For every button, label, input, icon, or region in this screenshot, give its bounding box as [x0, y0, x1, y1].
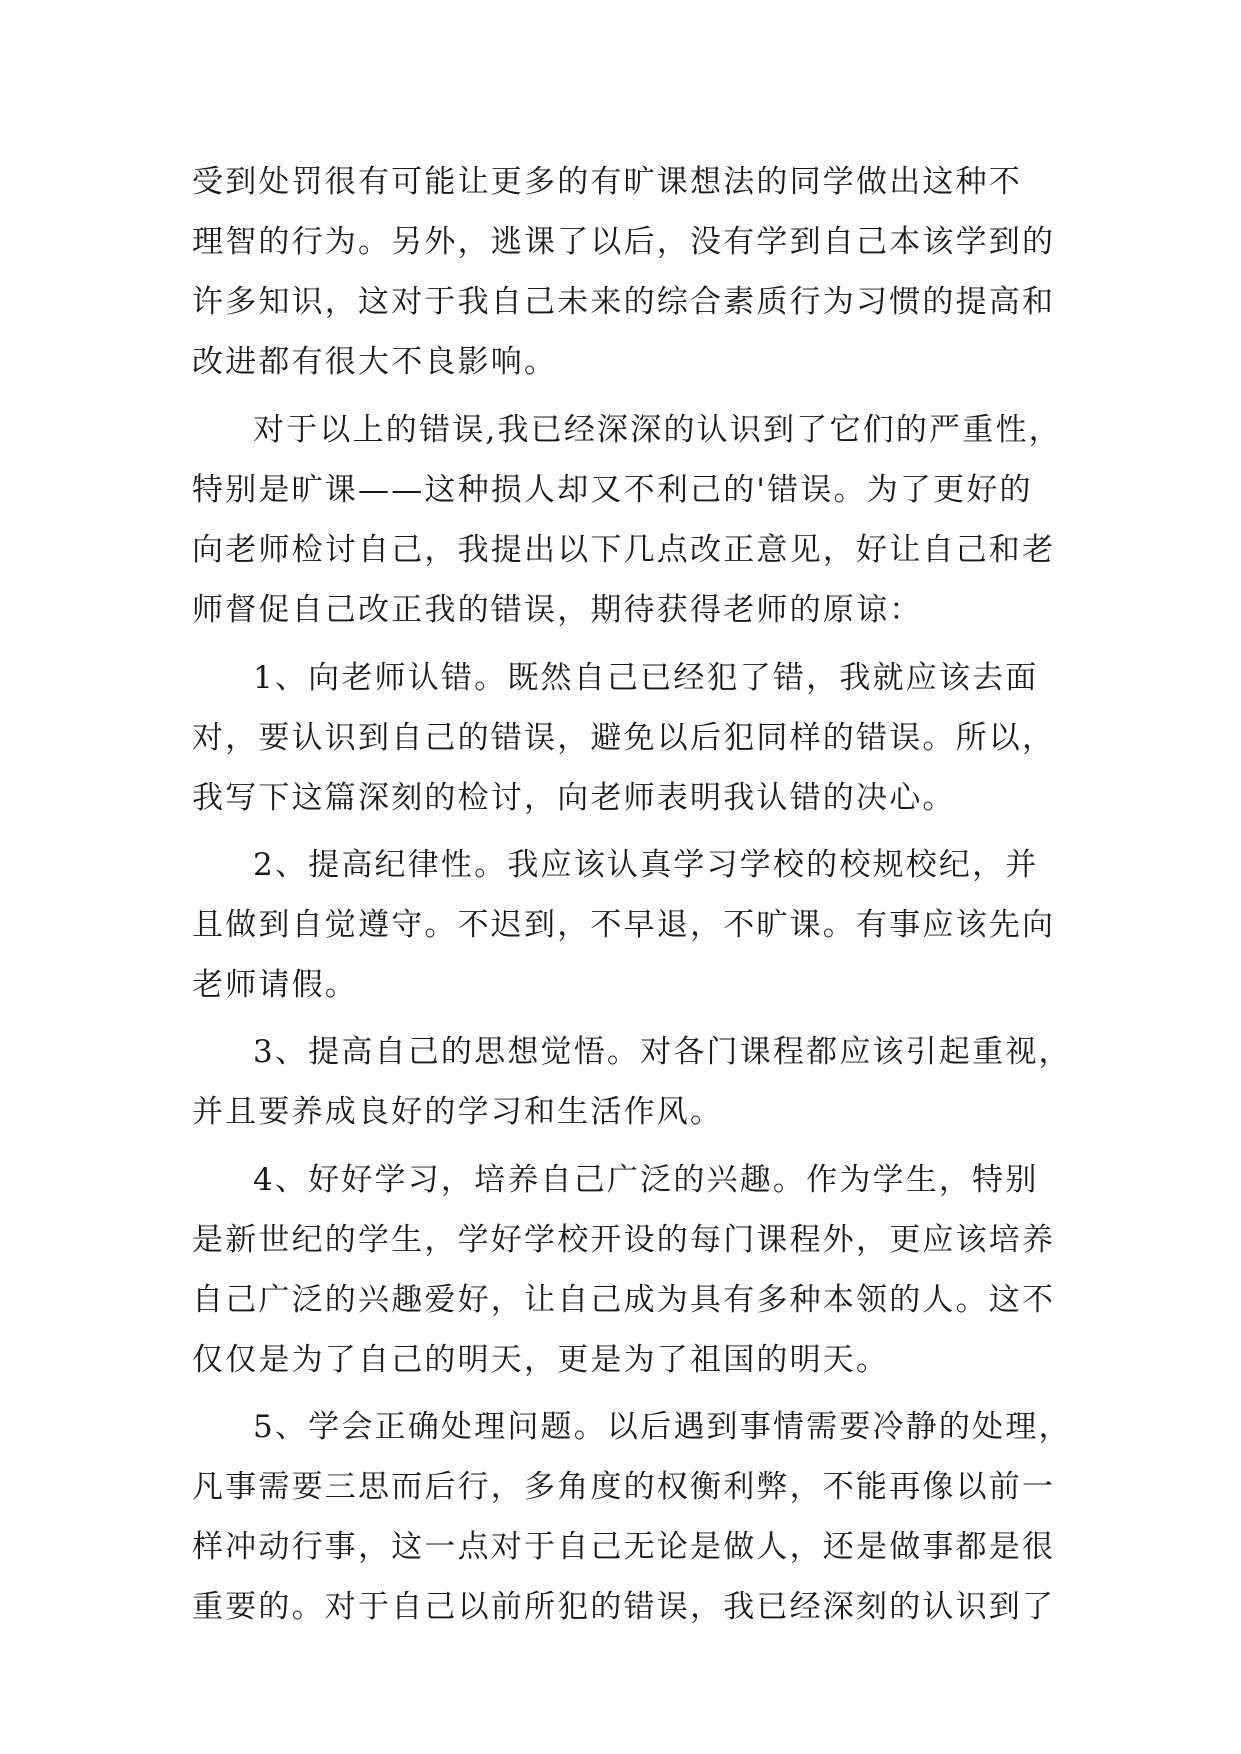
- list-item-2-first-line: 2、提高纪律性。我应该认真学习学校的校规校纪，并: [253, 847, 1039, 883]
- text-line: 样冲动行事，这一点对于自己无论是做人，还是做事都是很: [192, 1529, 1056, 1565]
- text-line: 并且要养成良好的学习和生活作风。: [192, 1094, 724, 1130]
- text-line: 老师请假。: [192, 967, 358, 1003]
- text-line: 重要的。对于自己以前所犯的错误，我已经深刻的认识到了: [192, 1589, 1056, 1625]
- text-line: 凡事需要三思而后行，多角度的权衡利弊，不能再像以前一: [192, 1469, 1056, 1505]
- text-line: 特别是旷课——这种损人却又不利己的'错误。为了更好的: [192, 472, 1033, 508]
- text-line: 师督促自己改正我的错误，期待获得老师的原谅：: [192, 592, 923, 628]
- text-line: 理智的行为。另外，逃课了以后，没有学到自己本该学到的: [192, 224, 1056, 260]
- text-line: 向老师检讨自己，我提出以下几点改正意见，好让自己和老: [192, 532, 1056, 568]
- list-item-4-first-line: 4、好好学习，培养自己广泛的兴趣。作为学生，特别: [253, 1162, 1039, 1198]
- text-line: 改进都有很大不良影响。: [192, 344, 558, 380]
- text-line: 且做到自觉遵守。不迟到，不早退，不旷课。有事应该先向: [192, 907, 1056, 943]
- paragraph-first-line: 对于以上的错误,我已经深深的认识到了它们的严重性，: [253, 412, 1062, 448]
- list-item-1-first-line: 1、向老师认错。既然自己已经犯了错，我就应该去面: [253, 660, 1039, 696]
- text-line: 对，要认识到自己的错误，避免以后犯同样的错误。所以，: [192, 720, 1056, 756]
- text-line: 许多知识，这对于我自己未来的综合素质行为习惯的提高和: [192, 284, 1056, 320]
- text-line: 仅仅是为了自己的明天，更是为了祖国的明天。: [192, 1342, 890, 1378]
- list-item-3-first-line: 3、提高自己的思想觉悟。对各门课程都应该引起重视，: [253, 1034, 1072, 1070]
- text-line: 自己广泛的兴趣爱好，让自己成为具有多种本领的人。这不: [192, 1282, 1056, 1318]
- text-line: 受到处罚很有可能让更多的有旷课想法的同学做出这种不: [192, 164, 1022, 200]
- list-item-5-first-line: 5、学会正确处理问题。以后遇到事情需要冷静的处理，: [253, 1409, 1072, 1445]
- text-line: 是新世纪的学生，学好学校开设的每门课程外，更应该培养: [192, 1222, 1056, 1258]
- text-line: 我写下这篇深刻的检讨，向老师表明我认错的决心。: [192, 780, 956, 816]
